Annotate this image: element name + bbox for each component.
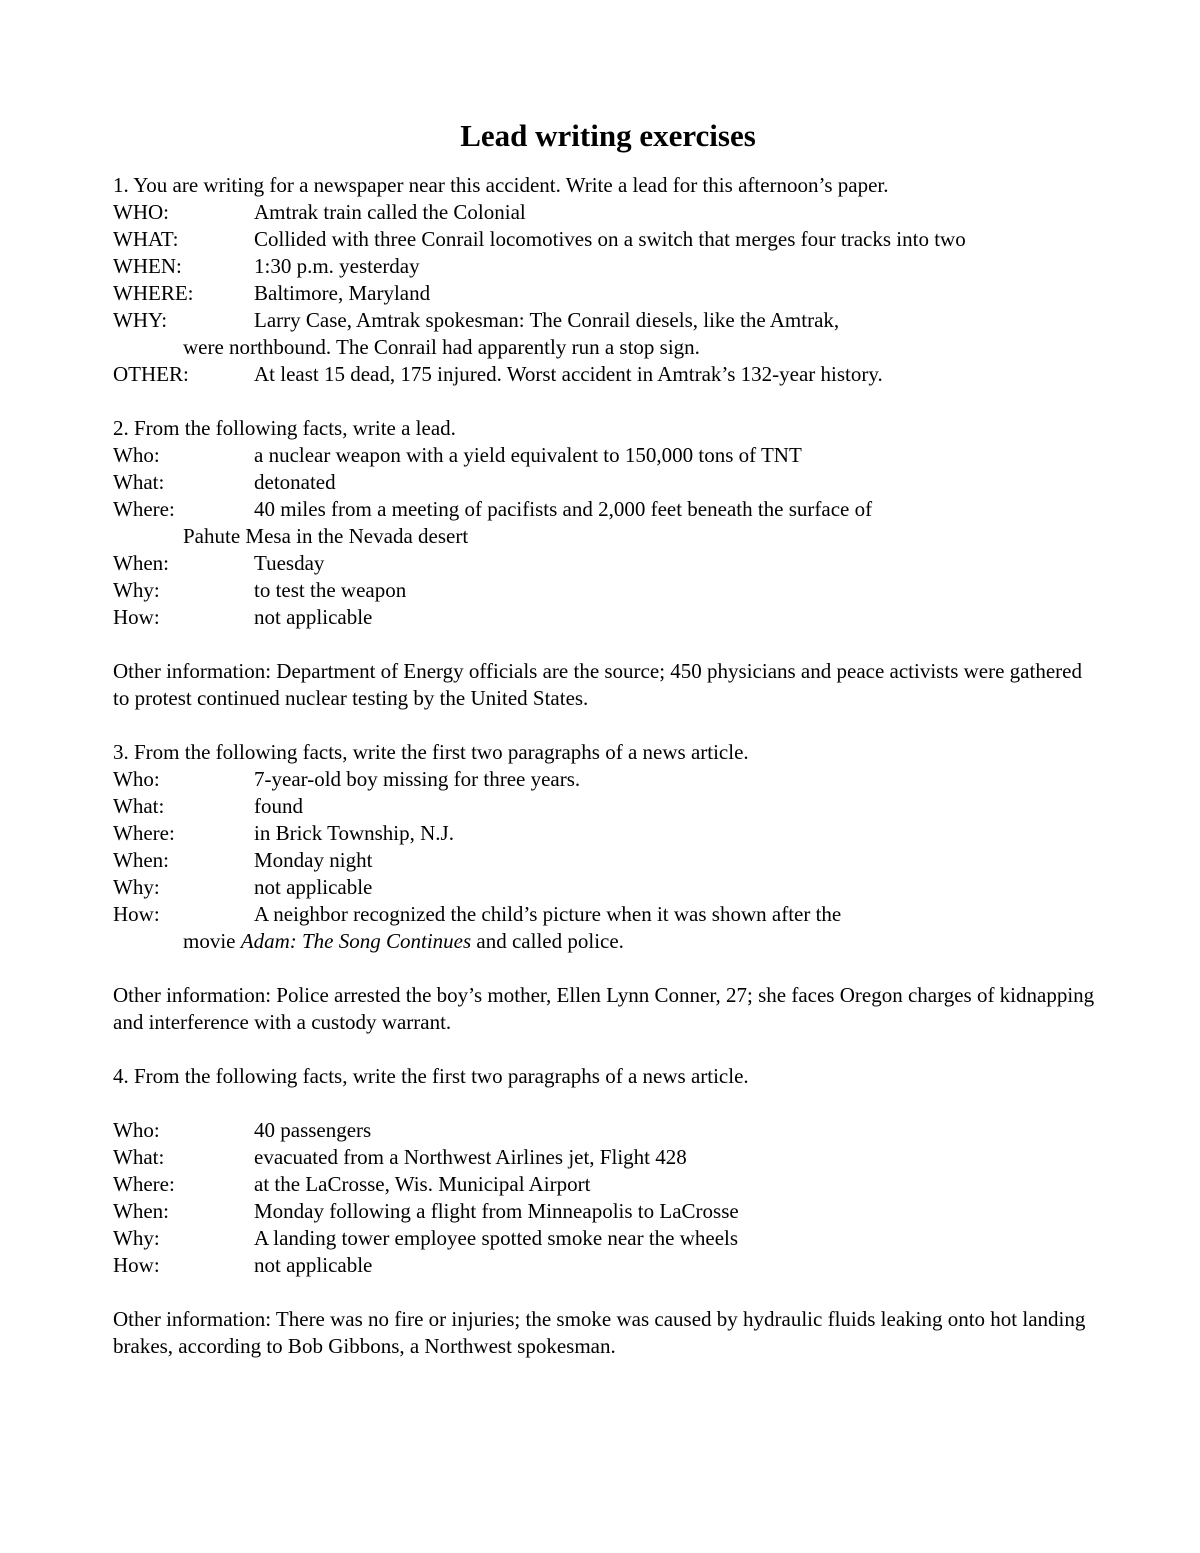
fact-label: WHERE: — [113, 281, 194, 305]
fact-value: At least 15 dead, 175 injured. Worst accident in Amtrak’s 132-year history. — [254, 362, 883, 386]
fact-row — [113, 253, 1103, 280]
page-title: Lead writing exercises — [460, 118, 756, 153]
fact-row — [113, 307, 1103, 334]
exercise-1-prompt: 1. You are writing for a newspaper near this accident. Write a lead for this afternoon’s paper. — [113, 173, 889, 197]
fact-continuation: were northbound. The Conrail had apparently run a stop sign. — [183, 335, 700, 359]
fact-value: 40 miles from a meeting of pacifists and 2,000 feet beneath the surface of — [254, 497, 873, 521]
fact-value: Monday night — [254, 848, 373, 872]
fact-label: Where: — [113, 1172, 175, 1196]
other-information: Other information: There was no fire or injuries; the smoke was caused by hydraulic fluids leaking onto hot landing brakes, according to Bob Gibbons, a Northwest spokesman. — [113, 1307, 1086, 1358]
fact-value: Larry Case, Amtrak spokesman: The Conrail diesels, like the Amtrak, — [254, 308, 840, 332]
fact-label: Who: — [113, 767, 160, 791]
exercise-3 — [113, 739, 1103, 1036]
other-information: Other information: Department of Energy officials are the source; 450 physicians and peace activists were gathered to protest continued nuclear testing by the United States. — [113, 659, 1082, 710]
fact-row — [113, 496, 1103, 523]
fact-value: Tuesday — [254, 551, 325, 575]
exercise-4 — [113, 1063, 1103, 1360]
fact-value: a nuclear weapon with a yield equivalent to 150,000 tons of TNT — [254, 443, 802, 467]
fact-value: Amtrak train called the Colonial — [254, 200, 526, 224]
fact-value: detonated — [254, 470, 336, 494]
fact-label: When: — [113, 551, 169, 575]
fact-value: not applicable — [254, 875, 373, 899]
fact-row — [113, 1252, 1103, 1279]
exercise-1 — [113, 172, 1103, 388]
fact-row — [113, 1225, 1103, 1252]
fact-label: Where: — [113, 821, 175, 845]
fact-row — [113, 577, 1103, 604]
fact-row — [113, 1171, 1103, 1198]
fact-row — [113, 199, 1103, 226]
fact-row — [113, 793, 1103, 820]
fact-label: Why: — [113, 875, 160, 899]
fact-value: to test the weapon — [254, 578, 407, 602]
fact-row — [113, 1117, 1103, 1144]
fact-row — [113, 1144, 1103, 1171]
fact-label: Where: — [113, 497, 175, 521]
fact-row — [113, 550, 1103, 577]
other-information: Other information: Police arrested the boy’s mother, Ellen Lynn Conner, 27; she faces Oregon charges of kidnapping and interference with a custody warrant. — [113, 983, 1095, 1034]
fact-label: How: — [113, 902, 160, 926]
fact-value: Monday following a flight from Minneapolis to LaCrosse — [254, 1199, 739, 1223]
fact-row — [113, 874, 1103, 901]
fact-label: Who: — [113, 1118, 160, 1142]
fact-label: WHY: — [113, 308, 168, 332]
fact-row — [113, 847, 1103, 874]
movie-title: Adam: The Song Continues — [240, 929, 472, 953]
fact-value: 40 passengers — [254, 1118, 372, 1142]
fact-label: When: — [113, 848, 169, 872]
fact-value: 7-year-old boy missing for three years. — [254, 767, 581, 791]
fact-row — [113, 604, 1103, 631]
fact-value: at the LaCrosse, Wis. Municipal Airport — [254, 1172, 591, 1196]
fact-label: OTHER: — [113, 362, 189, 386]
fact-label: WHEN: — [113, 254, 182, 278]
fact-label: How: — [113, 1253, 160, 1277]
fact-label: What: — [113, 1145, 165, 1169]
continuation-post: and called police. — [471, 929, 624, 953]
fact-value: 1:30 p.m. yesterday — [254, 254, 420, 278]
fact-label: Why: — [113, 1226, 160, 1250]
fact-value: not applicable — [254, 605, 373, 629]
fact-row — [113, 280, 1103, 307]
fact-row — [113, 469, 1103, 496]
fact-label: WHAT: — [113, 227, 179, 251]
fact-value: evacuated from a Northwest Airlines jet, Flight 428 — [254, 1145, 687, 1169]
continuation-pre: movie — [183, 929, 241, 953]
fact-row — [113, 442, 1103, 469]
exercise-2 — [113, 415, 1103, 712]
exercise-2-prompt: 2. From the following facts, write a lead. — [113, 416, 456, 440]
exercise-3-prompt: 3. From the following facts, write the first two paragraphs of a news article. — [113, 740, 749, 764]
fact-label: WHO: — [113, 200, 169, 224]
fact-value: A landing tower employee spotted smoke near the wheels — [254, 1226, 739, 1250]
fact-label: What: — [113, 794, 165, 818]
fact-value: in Brick Township, N.J. — [254, 821, 454, 845]
fact-value: not applicable — [254, 1253, 373, 1277]
fact-label: Who: — [113, 443, 160, 467]
fact-continuation — [113, 928, 1103, 955]
exercise-4-prompt: 4. From the following facts, write the first two paragraphs of a news article. — [113, 1064, 749, 1088]
document-page — [113, 114, 1103, 1360]
fact-row — [113, 901, 1103, 928]
fact-row — [113, 226, 1103, 253]
fact-row — [113, 1198, 1103, 1225]
fact-label: How: — [113, 605, 160, 629]
fact-value: Baltimore, Maryland — [254, 281, 431, 305]
fact-continuation: Pahute Mesa in the Nevada desert — [183, 524, 469, 548]
fact-label: What: — [113, 470, 165, 494]
fact-label: When: — [113, 1199, 169, 1223]
fact-label: Why: — [113, 578, 160, 602]
fact-value: A neighbor recognized the child’s picture when it was shown after the — [254, 902, 842, 926]
fact-row — [113, 766, 1103, 793]
fact-row — [113, 820, 1103, 847]
fact-row — [113, 361, 1103, 388]
fact-value: found — [254, 794, 303, 818]
fact-value: Collided with three Conrail locomotives on a switch that merges four tracks into two — [254, 227, 966, 251]
